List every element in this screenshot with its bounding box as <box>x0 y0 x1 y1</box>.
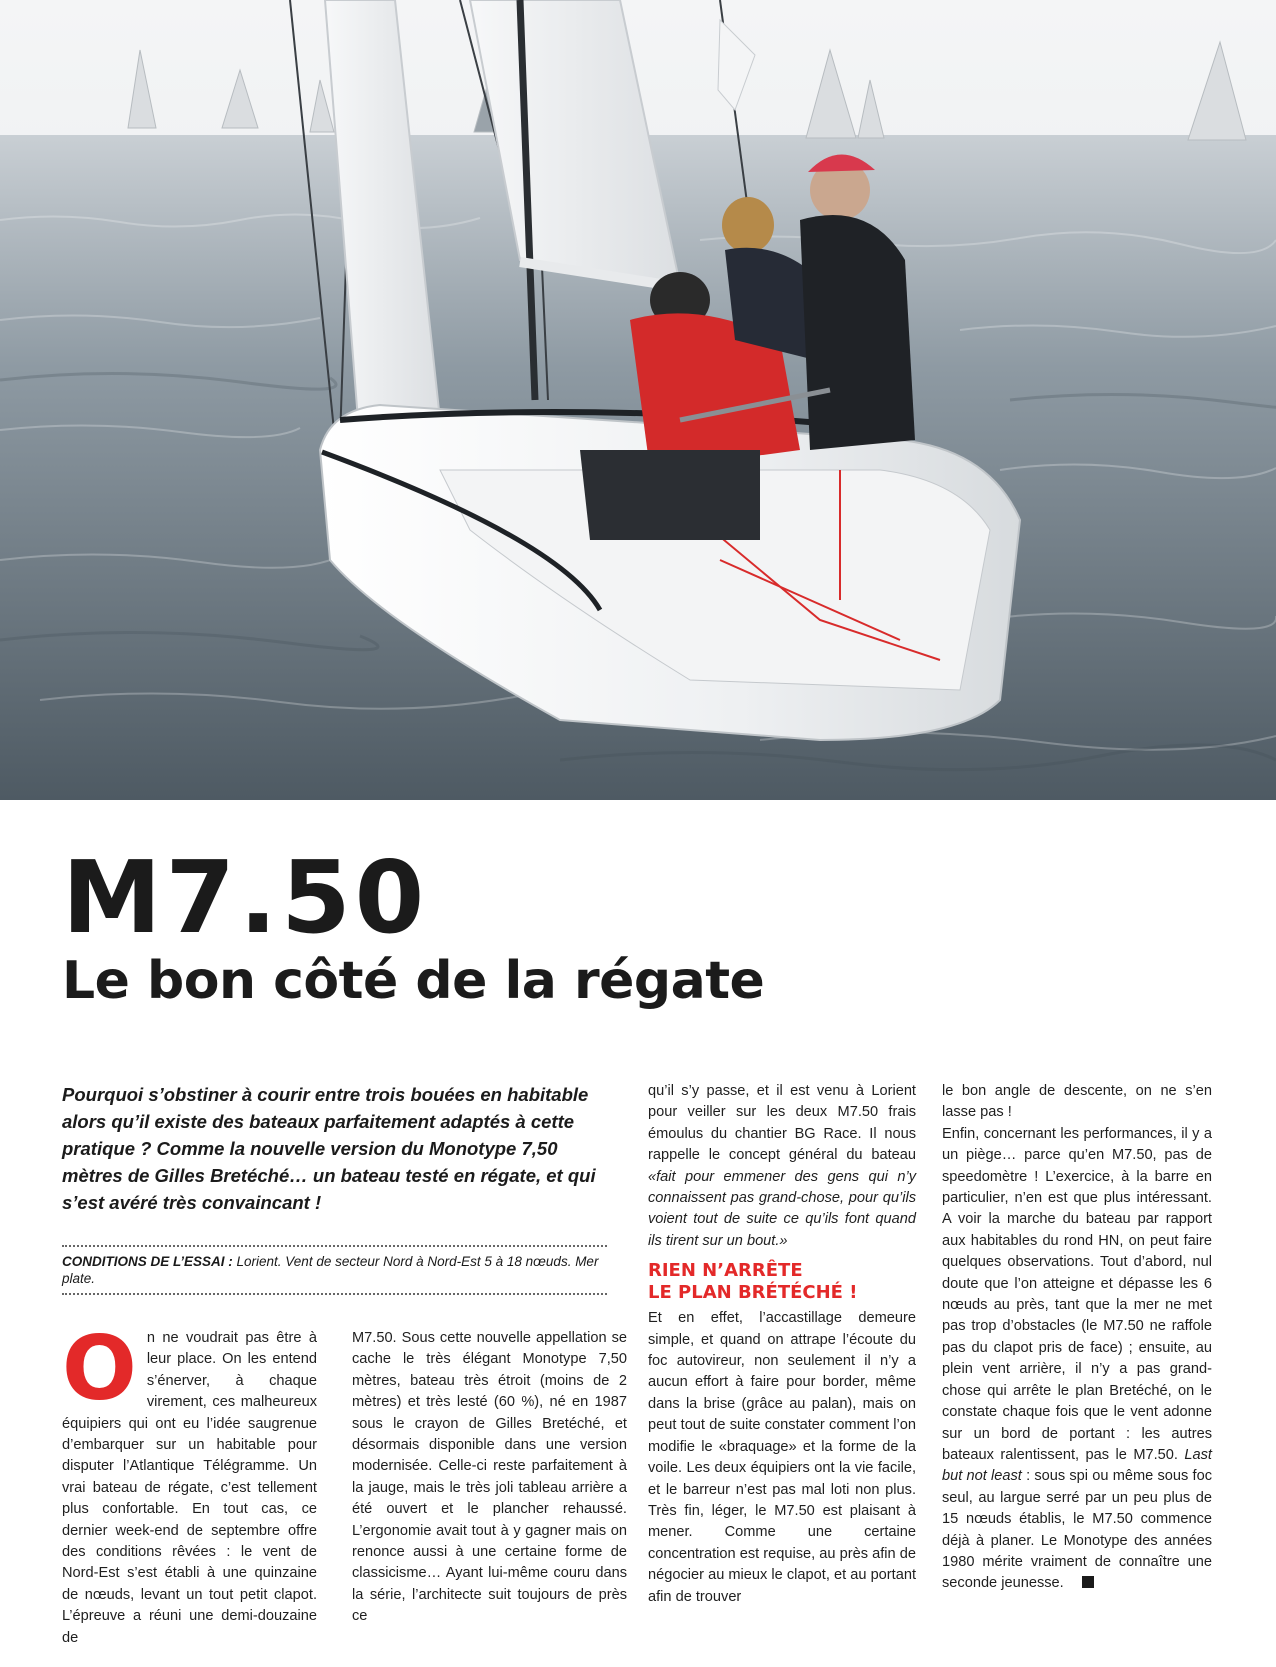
column-4-text-a: le bon angle de descente, on ne s’en lasse pas ! <box>942 1083 1212 1121</box>
conditions-text: Lorient. Vent de secteur Nord à Nord-Est 5 à 18 nœuds. Mer plate. <box>62 1254 599 1286</box>
column-4-text-b: Enfin, concernant les performances, il y a un piège… parce qu’en M7.50, pas de speedomètre ! L’exercice, à la barre en particulier, n’en est que plus intéressant. A voir la marche du bateau par rapport aux habitables du rond HN, on peut faire quelques observations. Tout d’abord, nul doute que l’on atteigne et dépasse les 6 nœuds au près, tant que la mer ne met pas trop d’obstacles (le M7.50 ne raffole pas du clapot pris de face) ; ensuite, au plein vent arrière, il n’y a pas grand-chose qui arrête le plan Bretéché, on le constate chaque fois que le vent adonne sur un bord de portant : les autres bateaux ralentissent, pas le M7.50. <box>942 1125 1212 1463</box>
test-conditions <box>62 1245 607 1295</box>
architect-quote: «fait pour emmener des gens qui n’y connaissent pas grand-chose, pour qu’ils voient tout de suite ce qu’ils font quand ils tirent sur un bout.» <box>648 1168 916 1249</box>
body-column-2 <box>352 1328 627 1628</box>
article-intro: Pourquoi s’obstiner à courir entre trois bouées en habitable alors qu’il existe des bateaux parfaitement adaptés à cette pratique ? Comme la nouvelle version du Monotype 7,50 mètres de Gilles Bretéché… un bateau testé en régate, et qui s’est avéré très convaincant ! <box>62 1084 596 1213</box>
column-1-text: n ne voudrait pas être à leur place. On les entend s’énerver, à chaque virement, ces malheureux équipiers qui ont eu l’idée saugrenue d’embarquer sur un habitable pour disputer l’Atlantique Télégramme. Un vrai bateau de régate, c’est tellement plus confortable. En tout cas, ce dernier week-end de septembre offre des conditions rêvées : le vent de Nord-Est s’est établi à une quinzaine de nœuds, levant un tout petit clapot. L’épreuve a réuni une demi-douzaine de <box>62 1330 317 1646</box>
column-3-text-b: Et en effet, l’accastillage demeure simple, et quand on attrape l’écoute du foc autovireur, non seulement il n’y a aucun effort à faire pour border, même dans la brise (grâce au palan), mais on peut tout de suite constater comment l’on modifie le «braquage» et la forme de la voile. Les deux équipiers ont la vie facile, et le barreur n’est pas mal loti non plus. Très fin, léger, le M7.50 est plaisant à mener. Comme une certaine concentration est requise, au près afin de négocier au mieux le clapot, et au portant afin de trouver <box>648 1310 916 1605</box>
sailboat-illustration <box>0 0 1276 800</box>
body-column-1 <box>62 1317 317 1649</box>
column-3-paragraph <box>648 1081 916 1252</box>
drop-cap: O <box>62 1317 137 1420</box>
subhead-line-2: LE PLAN BRÉTÉCHÉ ! <box>648 1282 858 1304</box>
column-2-text: M7.50. Sous cette nouvelle appellation se cache le très élégant Monotype 7,50 mètres, bateau très étroit (moins de 2 mètres) et très lesté (60 %), né en 1987 sous le crayon de Gilles Bretéché, et désormais disponible dans une version modernisée. Celle-ci reste parfaitement à la jauge, mais le très joli tableau arrière a été ouvert et le plancher rehaussé. L’ergonomie avait tout à y gagner mais on renonce aussi à une certaine forme de classicisme… Ayant lui-même couru dans la série, l’architecte suit toujours de près ce <box>352 1330 627 1625</box>
section-subhead <box>648 1260 916 1304</box>
end-of-article-mark <box>1082 1576 1094 1588</box>
article-title: M7.50 <box>62 839 429 956</box>
subhead-line-1: RIEN N’ARRÊTE <box>648 1260 803 1282</box>
body-column-3 <box>648 1081 916 1608</box>
article-subtitle: Le bon côté de la régate <box>62 951 765 1011</box>
column-3-text-a: qu’il s’y passe, et il est venu à Lorient pour veiller sur les deux M7.50 frais émoulus du chantier BG Race. Il nous rappelle le concept général du bateau <box>648 1083 916 1164</box>
conditions-label: CONDITIONS DE L’ESSAI : <box>62 1254 233 1269</box>
column-4-italic: Last but not least <box>942 1446 1212 1485</box>
column-4-paragraph <box>942 1124 1212 1595</box>
body-column-4 <box>942 1081 1212 1595</box>
hero-photo <box>0 0 1276 800</box>
column-4-text-c: : sous spi ou même sous foc seul, au largue serré par un peu plus de 15 nœuds établis, le M7.50 commence déjà à planer. Le Monotype des années 1980 mérite vraiment de connaître une seconde jeunesse. <box>942 1468 1212 1592</box>
